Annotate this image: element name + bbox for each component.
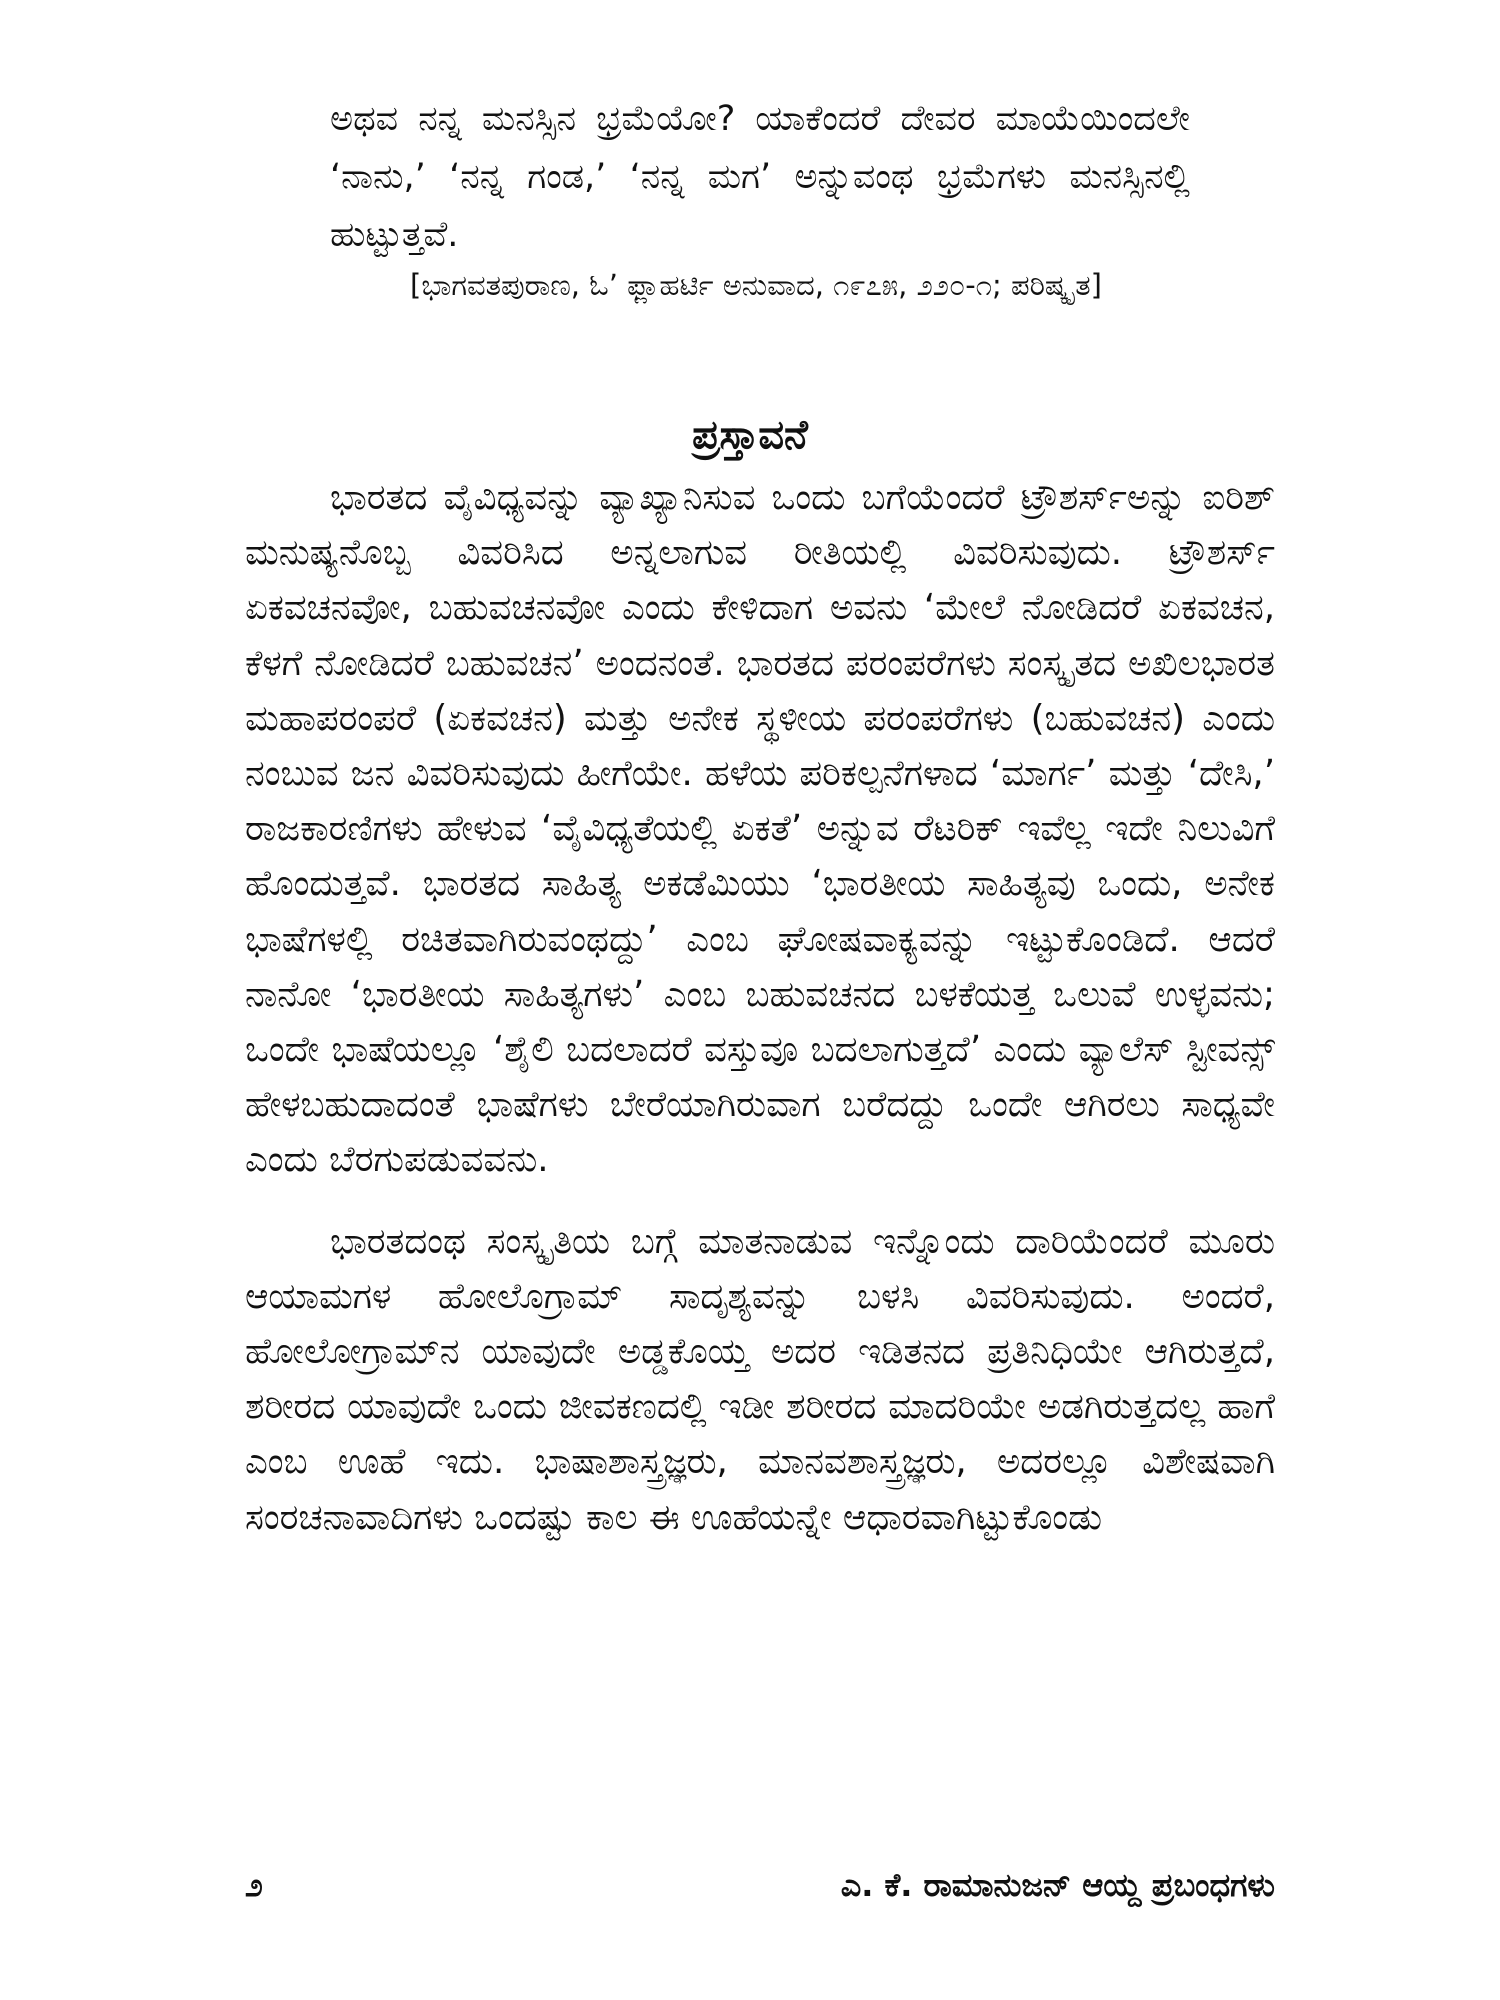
paragraph: ಭಾರತದ ವೈವಿಧ್ಯವನ್ನು ವ್ಯಾಖ್ಯಾನಿಸುವ ಒಂದು ಬಗೆಯೆಂದರೆ ಟ್ರೌಶರ್ಸ್‌ಅನ್ನು ಐರಿಶ್ ಮನುಷ್ಯನೊಬ್ಬ ವಿವರಿಸಿದ ಅನ್ನಲಾಗುವ ರೀತಿಯಲ್ಲಿ ವಿವರಿಸುವುದು. ಟ್ರೌಶರ್ಸ್ ಏಕವಚನವೋ, ಬಹುವಚನವೋ ಎಂದು ಕೇಳಿದಾಗ ಅವನು ‘ಮೇಲೆ ನೋಡಿದರೆ ಏಕವಚನ, ಕೆಳಗೆ ನೋಡಿದರೆ ಬಹುವಚನ’ ಅಂದನಂತೆ. ಭಾರತದ ಪರಂಪರೆಗಳು ಸಂಸ್ಕೃತದ ಅಖಿಲಭಾರತ ಮಹಾಪರಂಪರೆ (ಏಕವಚನ) ಮತ್ತು ಅನೇಕ ಸ್ಥಳೀಯ ಪರಂಪರೆಗಳು (ಬಹುವಚನ) ಎಂದು ನಂಬುವ ಜನ ವಿವರಿಸುವುದು ಹೀಗೆಯೇ. ಹಳೆಯ ಪರಿಕಲ್ಪನೆಗಳಾದ ‘ಮಾರ್ಗ’ ಮತ್ತು ‘ದೇಸಿ,’ ರಾಜಕಾರಣಿಗಳು ಹೇಳುವ ‘ವೈವಿಧ್ಯತೆಯಲ್ಲಿ ಏಕತೆ’ ಅನ್ನುವ ರೆಟರಿಕ್ ಇವೆಲ್ಲ ಇದೇ ನಿಲುವಿಗೆ ಹೊಂದುತ್ತವೆ. ಭಾರತದ ಸಾಹಿತ್ಯ ಅಕಡೆಮಿಯು ‘ಭಾರತೀಯ ಸಾಹಿತ್ಯವು ಒಂದು, ಅನೇಕ ಭಾಷೆಗಳಲ್ಲಿ ರಚಿತವಾಗಿರುವಂಥದ್ದು’ ಎಂಬ ಘೋಷವಾಕ್ಯವನ್ನು ಇಟ್ಟುಕೊಂಡಿದೆ. ಆದರೆ ನಾನೋ ‘ಭಾರತೀಯ ಸಾಹಿತ್ಯಗಳು’ ಎಂಬ ಬಹುವಚನದ ಬಳಕೆಯತ್ತ ಒಲುವೆ ಉಳ್ಳವನು; ಒಂದೇ ಭಾಷೆಯಲ್ಲೂ ‘ಶೈಲಿ ಬದಲಾದರೆ ವಸ್ತುವೂ ಬದಲಾಗುತ್ತದೆ’ ಎಂದು ವ್ಯಾಲೆಸ್ ಸ್ಟೀವನ್ಸ್ ಹೇಳಬಹುದಾದಂತೆ ಭಾಷೆಗಳು ಬೇರೆಯಾಗಿರುವಾಗ ಬರೆದದ್ದು ಒಂದೇ ಆಗಿರಲು ಸಾಧ್ಯವೇ ಎಂದು ಬೆರಗುಪಡುವವನು. xyxy=(245,477,1275,1181)
running-title: ಎ. ಕೆ. ರಾಮಾನುಜನ್ ಆಯ್ದ ಪ್ರಬಂಧಗಳು xyxy=(840,1866,1275,1904)
body-text xyxy=(245,470,1275,1545)
section-heading: ಪ್ರಸ್ತಾವನೆ xyxy=(692,412,808,458)
epigraph-quote: ಅಥವ ನನ್ನ ಮನಸ್ಸಿನ ಭ್ರಮೆಯೋ? ಯಾಕೆಂದರೆ ದೇವರ ಮಾಯೆಯಿಂದಲೇ ‘ನಾನು,’ ‘ನನ್ನ ಗಂಡ,’ ‘ನನ್ನ ಮಗ’ ಅನ್ನುವಂಥ ಭ್ರಮೆಗಳು ಮನಸ್ಸಿನಲ್ಲಿ ಹುಟ್ಟುತ್ತವೆ. xyxy=(330,99,1190,255)
page-number: ೨ xyxy=(245,1866,263,1904)
epigraph-citation: [ಭಾಗವತಪುರಾಣ, ಓ’ ಫ್ಲಾಹರ್ಟಿ ಅನುವಾದ, ೧೯೭೫, ೨೨೦-೧; ಪರಿಷ್ಕೃತ] xyxy=(410,268,1102,302)
paragraph: ಭಾರತದಂಥ ಸಂಸ್ಕೃತಿಯ ಬಗ್ಗೆ ಮಾತನಾಡುವ ಇನ್ನೊಂದು ದಾರಿಯೆಂದರೆ ಮೂರು ಆಯಾಮಗಳ ಹೋಲೊಗ್ರಾಮ್ ಸಾದೃಶ್ಯವನ್ನು ಬಳಸಿ ವಿವರಿಸುವುದು. ಅಂದರೆ, ಹೋಲೋಗ್ರಾಮ್‌ನ ಯಾವುದೇ ಅಡ್ಡಕೊಯ್ತ ಅದರ ಇಡಿತನದ ಪ್ರತಿನಿಧಿಯೇ ಆಗಿರುತ್ತದೆ, ಶರೀರದ ಯಾವುದೇ ಒಂದು ಜೀವಕಣದಲ್ಲಿ ಇಡೀ ಶರೀರದ ಮಾದರಿಯೇ ಅಡಗಿರುತ್ತದಲ್ಲ ಹಾಗೆ ಎಂಬ ಊಹೆ ಇದು. ಭಾಷಾಶಾಸ್ತ್ರಜ್ಞರು, ಮಾನವಶಾಸ್ತ್ರಜ್ಞರು, ಅದರಲ್ಲೂ ವಿಶೇಷವಾಗಿ ಸಂರಚನಾವಾದಿಗಳು ಒಂದಷ್ಟು ಕಾಲ ಈ ಊಹೆಯನ್ನೇ ಆಧಾರವಾಗಿಟ್ಟುಕೊಂಡು xyxy=(245,1220,1275,1538)
page-footer xyxy=(245,1860,1275,1910)
